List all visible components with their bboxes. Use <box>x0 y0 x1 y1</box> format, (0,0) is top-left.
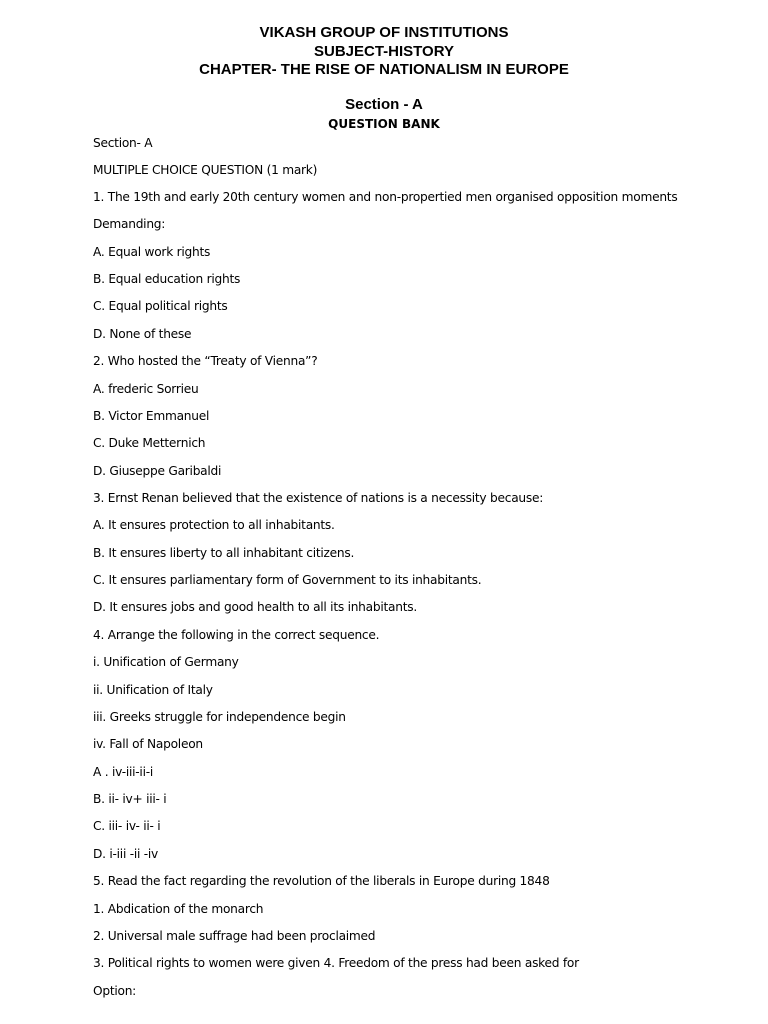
q3-option-b: B. It ensures liberty to all inhabitant citizens. <box>93 546 355 560</box>
q1-option-a: A. Equal work rights <box>93 245 211 259</box>
question-5: 5. Read the fact regarding the revolution of the liberals in Europe during 1848 <box>93 874 550 888</box>
q5-option-label: Option: <box>93 984 137 998</box>
q4-item-iv: iv. Fall of Napoleon <box>93 737 203 751</box>
subject-title: SUBJECT-HISTORY <box>313 43 455 60</box>
q2-option-a: A. frederic Sorrieu <box>93 382 199 396</box>
q2-option-d: D. Giuseppe Garibaldi <box>93 464 222 478</box>
q4-item-i: i. Unification of Germany <box>93 655 239 669</box>
question-4: 4. Arrange the following in the correct sequence. <box>93 628 380 642</box>
institution-title: VIKASH GROUP OF INSTITUTIONS <box>259 24 509 41</box>
q4-option-b: B. ii- iv+ iii- i <box>93 792 167 806</box>
section-title: Section - A <box>345 96 423 113</box>
question-1: 1. The 19th and early 20th century women and non-propertied men organised opposition moments <box>93 190 678 204</box>
question-bank-title: QUESTION BANK <box>328 117 440 131</box>
question-1-continued: Demanding: <box>93 217 166 231</box>
question-3: 3. Ernst Renan believed that the existence of nations is a necessity because: <box>93 491 544 505</box>
q5-fact-3-4: 3. Political rights to women were given 4. Freedom of the press had been asked for <box>93 956 579 970</box>
q3-option-a: A. It ensures protection to all inhabitants. <box>93 518 335 532</box>
q4-option-d: D. i-iii -ii -iv <box>93 847 158 861</box>
q1-option-d: D. None of these <box>93 327 192 341</box>
chapter-title: CHAPTER- THE RISE OF NATIONALISM IN EUROPE <box>199 61 569 78</box>
q1-option-b: B. Equal education rights <box>93 272 241 286</box>
q3-option-d: D. It ensures jobs and good health to all its inhabitants. <box>93 600 417 614</box>
question-2: 2. Who hosted the “Treaty of Vienna”? <box>93 354 318 368</box>
q4-option-c: C. iii- iv- ii- i <box>93 819 161 833</box>
q4-item-ii: ii. Unification of Italy <box>93 683 213 697</box>
q2-option-c: C. Duke Metternich <box>93 436 206 450</box>
section-label: Section- A <box>93 136 153 150</box>
q4-item-iii: iii. Greeks struggle for independence begin <box>93 710 346 724</box>
q5-fact-1: 1. Abdication of the monarch <box>93 902 264 916</box>
mcq-heading: MULTIPLE CHOICE QUESTION (1 mark) <box>93 163 318 177</box>
q5-fact-2: 2. Universal male suffrage had been proclaimed <box>93 929 376 943</box>
q1-option-c: C. Equal political rights <box>93 299 228 313</box>
q2-option-b: B. Victor Emmanuel <box>93 409 210 423</box>
q4-option-a: A . iv-iii-ii-i <box>93 765 153 779</box>
q3-option-c: C. It ensures parliamentary form of Government to its inhabitants. <box>93 573 482 587</box>
